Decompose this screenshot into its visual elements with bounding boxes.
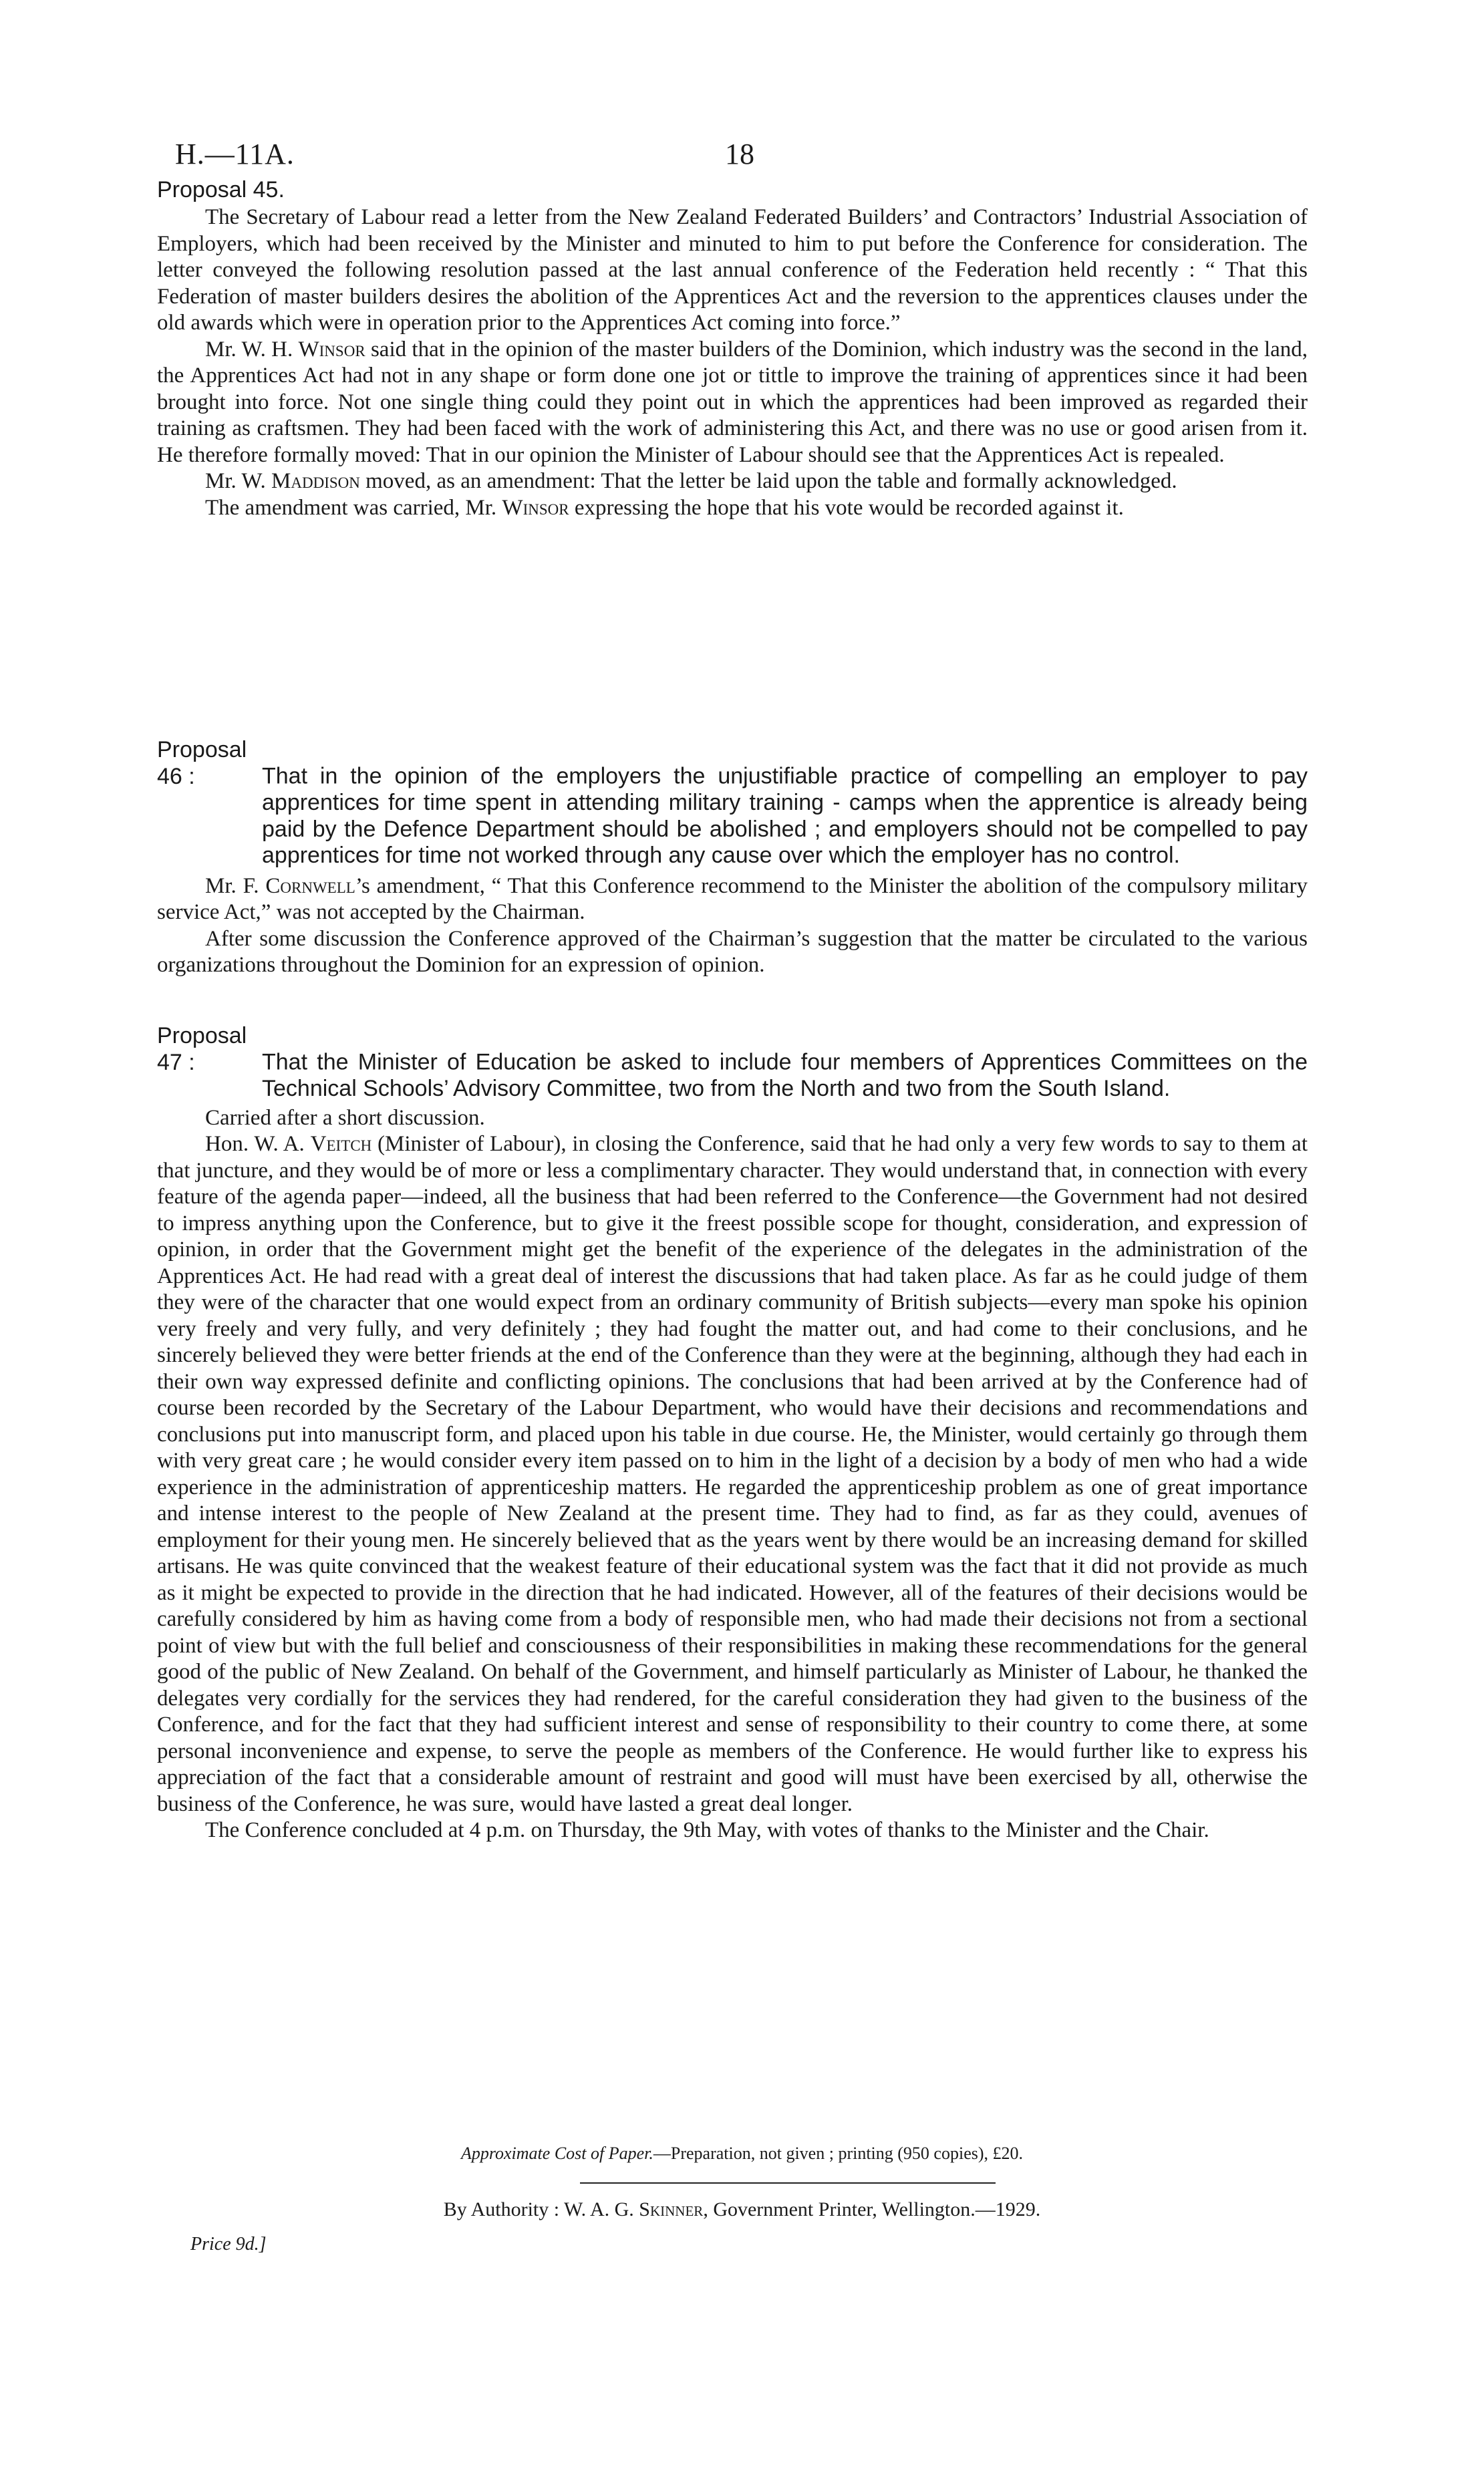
price-note: Price 9d.] [190, 2234, 267, 2255]
cost-note: Approximate Cost of Paper.—Preparation, not given ; printing (950 copies), £20. [460, 2144, 1024, 2163]
paragraph: The Conference concluded at 4 p.m. on Thursday, the 9th May, with votes of thanks to the Minister and the Chair. [205, 1818, 1209, 1842]
speaker-name: Cornwell [265, 873, 355, 898]
speaker-name: Veitch [310, 1132, 372, 1156]
proposal-46-label: Proposal 46 : [157, 737, 247, 789]
proposal-46-text: Proposal 46 : That in the opinion of the employers the unjustifiable practice of compelling an employer to pay apprentices for time spent in attending military training - camps when the apprentice is already being paid by the Defence Department should be abolished ; and employers should not be compelled to pay apprentices for time not worked through any cause over which the employer has no control. [157, 737, 1308, 868]
proposal-45-heading: Proposal 45. [157, 177, 285, 202]
proposal-47-text: Proposal 47 : That the Minister of Education be asked to include four members of Apprentices Committees on the Technical Schools’ Advisory Committee, two from the North and two from the South Island. [157, 1023, 1308, 1101]
proposal-46-section [157, 737, 1308, 979]
series-code: H.—11A. [175, 138, 295, 170]
paragraph: After some discussion the Conference approved of the Chairman’s suggestion that the matter be circulated to the various organizations throughout the Dominion for an expression of opinion. [157, 926, 1308, 977]
paragraph: Mr. W. H. Winsor said that in the opinion of the master builders of the Dominion, which industry was the second in the land, the Apprentices Act had not in any shape or form done one jot or tittle to improve the training of apprentices since it had been brought into force. Not one single thing could they point out in which the apprentices had been improved as regarded their training as craftsmen. They had been faced with the work of administering this Act, and there was no use or good arisen from it. He therefore formally moved: That in our opinion the Minister of Labour should see that the Apprentices Act is repealed. [157, 337, 1308, 467]
speaker-name: Winsor [298, 337, 365, 361]
speaker-name: Winsor [502, 495, 569, 520]
speaker-name: Maddison [271, 469, 360, 493]
imprint: By Authority : W. A. G. Skinner, Government Printer, Wellington.—1929. [443, 2198, 1041, 2220]
paragraph: Carried after a short discussion. [205, 1105, 485, 1130]
paragraph: Mr. W. Maddison moved, as an amendment: That the letter be laid upon the table and formally acknowledged. [205, 469, 1177, 493]
proposal-47-section [157, 1023, 1308, 1844]
printer-name: Skinner [639, 2198, 704, 2220]
paragraph: Hon. W. A. Veitch (Minister of Labour), in closing the Conference, said that he had only a very few words to say to them at that juncture, and they would be of more or less a complimentary character. They would understand that, in connection with every feature of the agenda paper—indeed, all the business that had been referred to the Conference—the Government had not desired to impress anything upon the Conference, but to give it the freest possible scope for thought, consideration, and expression of opinion, in order that the Government might get the benefit of the experience of the delegates in the administration of the Apprentices Act. He had read with a great deal of interest the discussions that had taken place. As far as he could judge of them they were of the character that one would expect from an ordinary community of British subjects—every man spoke his opinion very freely and very fully, and very definitely ; they had fought the matter out, and had come to their conclusions, and he sincerely believed they were better friends at the end of the Conference than they were at the beginning, although they had each in their own way expressed definite and conflicting opinions. The conclusions that had been arrived at by the Conference had of course been recorded by the Secretary of the Labour Department, who would have their decisions and recommendations and conclusions put into manuscript form, and placed upon his table in due course. He, the Minister, would certainly go through them with very great care ; he would consider every item passed on to him in the light of a decision by a body of men who had a wide experience in the administration of apprenticeship matters. He regarded the apprenticeship problem as one of great importance and intense interest to the people of New Zealand at the present time. They had to find, as far as they could, avenues of employment for their young men. He sincerely believed that as the years went by there would be an increasing demand for skilled artisans. He was quite convinced that the weakest feature of their educational system was the fact that it did not provide as much as it might be expected to provide in the direction that he had indicated. However, all of the features of their decisions would be carefully considered by him as having come from a body of responsible men, who had made their decisions not from a sectional point of view but with the full belief and consciousness of their responsibilities in making these recommendations for the general good of the public of New Zealand. On behalf of the Government, and himself particularly as Minister of Labour, he thanked the delegates very cordially for the services they had rendered, for the careful consideration they had given to the business of the Conference, and for the fact that they had sufficient interest and sense of responsibility to their country to come there, at some personal inconvenience and expense, to serve the people as members of the Conference. He would further like to express his appreciation of the fact that a considerable amount of restraint and good will must have been exercised by all, otherwise the business of the Conference, he was sure, would have lasted a great deal longer. [157, 1132, 1308, 1816]
page-number: 18 [725, 138, 754, 170]
divider [580, 2182, 996, 2184]
proposal-45-section [157, 175, 1308, 521]
proposal-47-label: Proposal 47 : [157, 1023, 247, 1075]
paragraph: The amendment was carried, Mr. Winsor expressing the hope that his vote would be recorded against it. [205, 495, 1124, 520]
paragraph: Mr. F. Cornwell’s amendment, “ That this Conference recommend to the Minister the abolition of the compulsory military service Act,” was not accepted by the Chairman. [157, 873, 1308, 924]
paragraph: The Secretary of Labour read a letter from the New Zealand Federated Builders’ and Contractors’ Industrial Association of Employers, which had been received by the Minister and minuted to him to put before the Conference for consideration. The letter conveyed the following resolution passed at the last annual conference of the Federation held recently : “ That this Federation of master builders desires the abolition of the Apprentices Act and the reversion to the apprentices clauses under the old awards which were in operation prior to the Apprentices Act coming into force.” [157, 205, 1308, 335]
